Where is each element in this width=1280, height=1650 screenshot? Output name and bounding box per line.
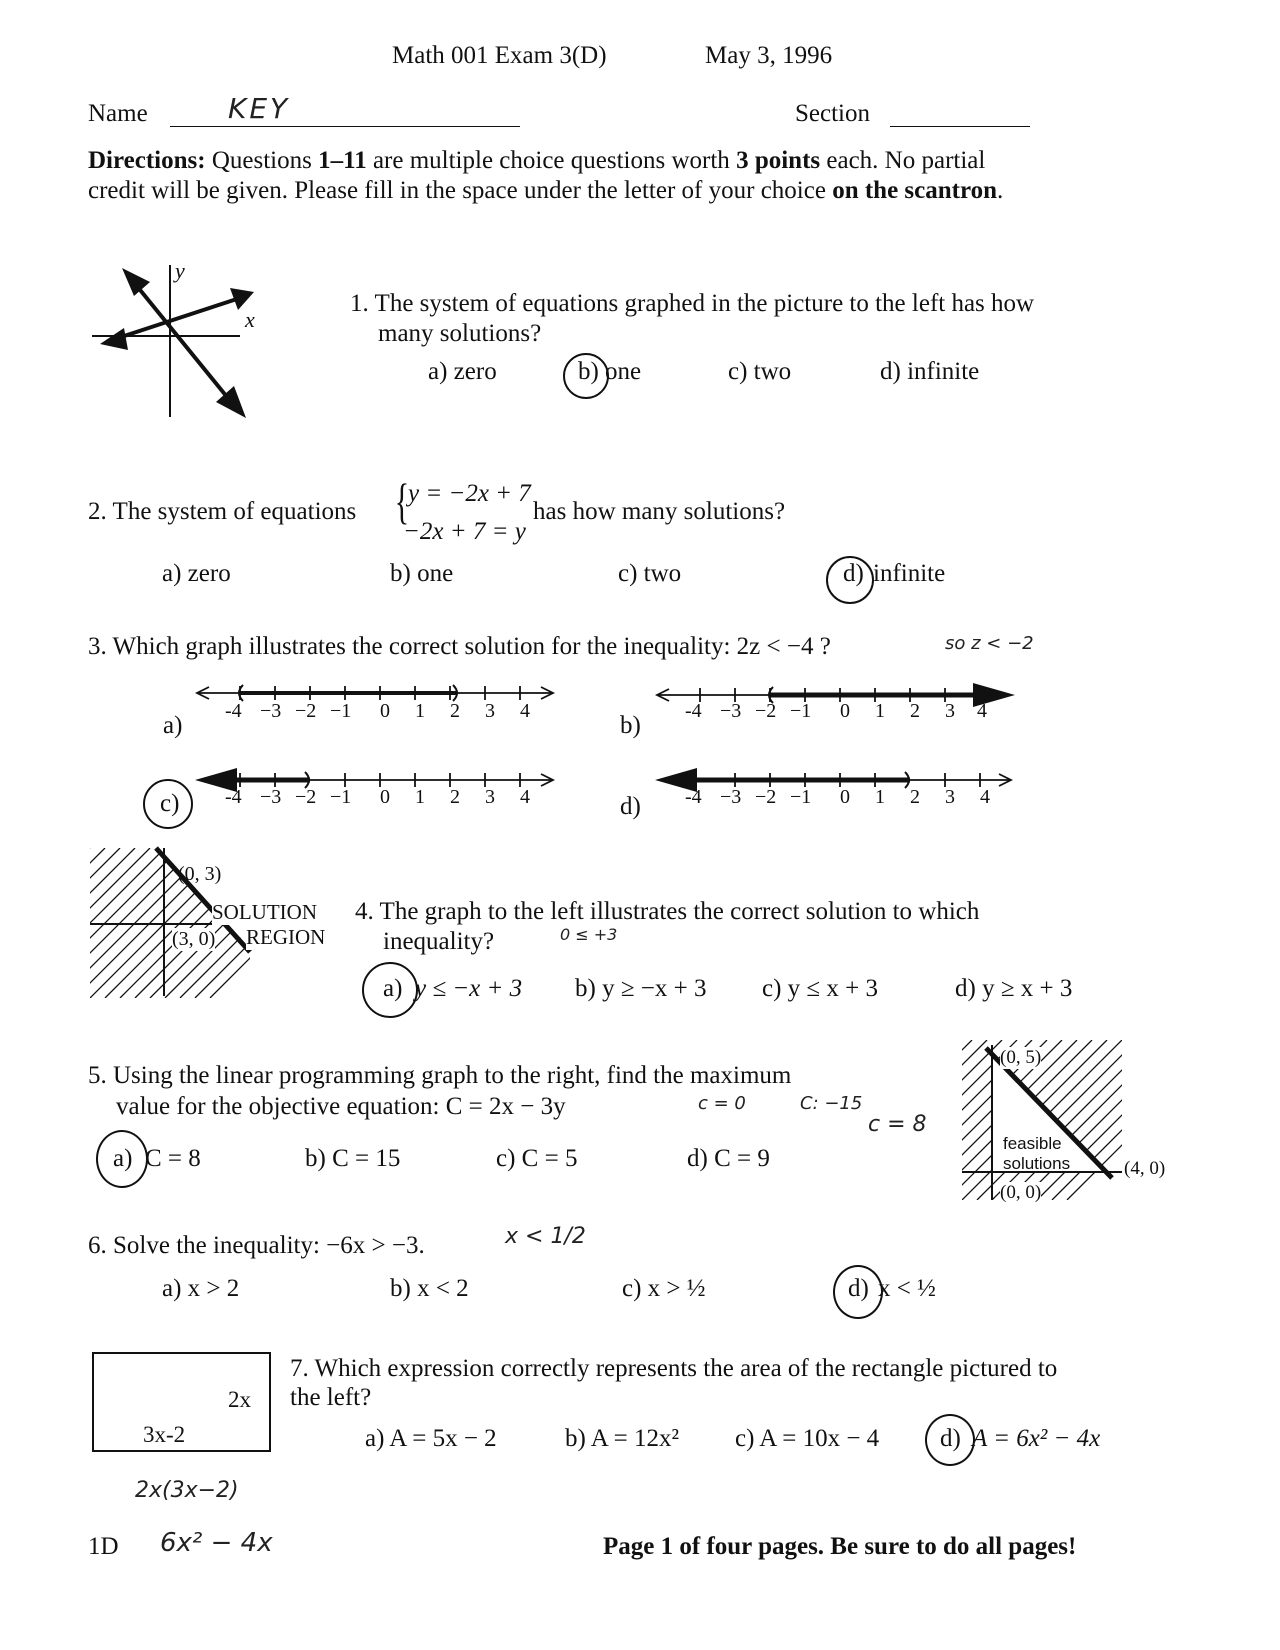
q2-option-c[interactable]: c) two: [618, 560, 682, 587]
q3-label-c[interactable]: c): [160, 790, 180, 817]
q2-text-suffix: has how many solutions?: [533, 498, 786, 525]
q1-option-d[interactable]: d) infinite: [880, 358, 980, 385]
q7-text-2: the left?: [290, 1384, 372, 1411]
q2-text: 2. The system of equations: [88, 498, 357, 525]
q1-arrow-2a: [100, 328, 128, 350]
q4-note: 0 ≤ +3: [560, 925, 618, 944]
q2-brace: {: [394, 473, 410, 529]
q5-option-a[interactable]: a): [113, 1145, 133, 1172]
q5-text-2: value for the objective equation: C = 2x − 3y: [116, 1093, 566, 1120]
q1-text-1: 1. The system of equations graphed in the picture to the left has how: [350, 290, 1035, 317]
q5-note-3: c = 8: [868, 1112, 927, 1137]
q7-work-1: 2x(3x−2): [135, 1478, 239, 1503]
q3-label-d[interactable]: d): [620, 793, 641, 820]
q1-x-label: x: [245, 307, 255, 332]
exam-title: Math 001 Exam 3(D): [392, 42, 607, 69]
q3-text: 3. Which graph illustrates the correct solution for the inequality: 2z < −4 ?: [88, 633, 831, 660]
q7-work-2: 6x² − 4x: [160, 1528, 273, 1558]
q4-option-a-text: y ≤ −x + 3: [415, 975, 523, 1002]
q4-option-a[interactable]: a): [383, 975, 403, 1002]
q6-option-b[interactable]: b) x < 2: [390, 1275, 469, 1302]
q3-label-a[interactable]: a): [163, 712, 183, 739]
q1-text-2: many solutions?: [378, 320, 542, 347]
q7-option-c[interactable]: c) A = 10x − 4: [735, 1425, 880, 1452]
q2-option-b[interactable]: b) one: [390, 560, 454, 587]
q6-text: 6. Solve the inequality: −6x > −3.: [88, 1232, 425, 1259]
q5-option-d[interactable]: d) C = 9: [687, 1145, 770, 1172]
q4-text-2: inequality?: [383, 928, 495, 955]
q2-option-a[interactable]: a) zero: [162, 560, 231, 587]
q5-graph: [962, 1040, 1122, 1200]
q5-feasible-label-1: feasible: [1003, 1134, 1062, 1153]
q7-side-label: 2x: [228, 1387, 251, 1412]
q4-point-3-0: (3, 0): [172, 928, 216, 950]
q5-point-0-5: (0, 5): [1000, 1047, 1042, 1068]
q5-point-0-0: (0, 0): [1000, 1182, 1042, 1203]
page-note: Page 1 of four pages. Be sure to do all pages!: [603, 1533, 1077, 1560]
q7-bottom-label: 3x-2: [143, 1422, 186, 1447]
q7-option-b[interactable]: b) A = 12x²: [565, 1425, 679, 1452]
q5-option-b[interactable]: b) C = 15: [305, 1145, 401, 1172]
directions-line-1: Directions: Questions 1–11 are multiple choice questions worth 3 points each. No partial: [88, 147, 986, 174]
q4-point-0-3: (0, 3): [178, 863, 222, 885]
section-line: [890, 126, 1030, 127]
q2-option-d-text: infinite: [873, 560, 946, 587]
q2-eq-1: y = −2x + 7: [408, 480, 531, 507]
q3-label-b[interactable]: b): [620, 712, 641, 739]
form-code: 1D: [88, 1533, 119, 1560]
q1-option-c[interactable]: c) two: [728, 358, 792, 385]
q5-point-4-0: (4, 0): [1124, 1158, 1166, 1179]
q5-option-c[interactable]: c) C = 5: [496, 1145, 578, 1172]
q4-option-d[interactable]: d) y ≥ x + 3: [955, 975, 1073, 1002]
section-label: Section: [795, 100, 870, 127]
q3-note: so z < −2: [945, 633, 1034, 654]
q7-option-d-text: A = 6x² − 4x: [972, 1425, 1101, 1452]
name-value: KEY: [228, 92, 291, 125]
q6-option-a[interactable]: a) x > 2: [162, 1275, 240, 1302]
exam-date: May 3, 1996: [705, 42, 833, 69]
q5-feasible-label-2: solutions: [1003, 1154, 1071, 1173]
q7-option-d[interactable]: d): [940, 1425, 961, 1452]
q7-option-a[interactable]: a) A = 5x − 2: [365, 1425, 497, 1452]
q2-option-d[interactable]: d): [843, 560, 864, 587]
q1-arrow-1a: [122, 268, 150, 296]
q5-text-1: 5. Using the linear programming graph to the right, find the maximum: [88, 1062, 792, 1089]
q1-line-1: [132, 280, 236, 408]
q6-option-d-text: x < ½: [878, 1275, 936, 1302]
q4-option-b[interactable]: b) y ≥ −x + 3: [575, 975, 707, 1002]
q1-y-label: y: [175, 258, 185, 283]
name-line: [170, 126, 520, 127]
q7-text-1: 7. Which expression correctly represents the area of the rectangle pictured to: [290, 1355, 1058, 1382]
q5-note-1: c = 0: [698, 1093, 746, 1114]
q1-line-2: [112, 296, 246, 340]
q4-text-1: 4. The graph to the left illustrates the correct solution to which: [355, 898, 980, 925]
q1-option-a[interactable]: a) zero: [428, 358, 497, 385]
q1-option-b-text: one: [605, 358, 642, 385]
directions-line-2: credit will be given. Please fill in the space under the letter of your choice on the scantron.: [88, 177, 1004, 204]
q1-option-b[interactable]: b): [578, 358, 599, 385]
q1-graph: [90, 260, 260, 420]
q4-region-label-1: SOLUTION: [212, 900, 317, 924]
name-label: Name: [88, 100, 148, 127]
q6-option-d[interactable]: d): [848, 1275, 869, 1302]
q2-eq-2: −2x + 7 = y: [403, 518, 526, 545]
q6-option-c[interactable]: c) x > ½: [622, 1275, 706, 1302]
q4-region-label-2: REGION: [246, 925, 326, 949]
q4-option-c[interactable]: c) y ≤ x + 3: [762, 975, 878, 1002]
q5-note-2: C: −15: [800, 1093, 863, 1114]
q6-note: x < 1/2: [505, 1224, 586, 1249]
q5-option-a-text: C = 8: [145, 1145, 201, 1172]
